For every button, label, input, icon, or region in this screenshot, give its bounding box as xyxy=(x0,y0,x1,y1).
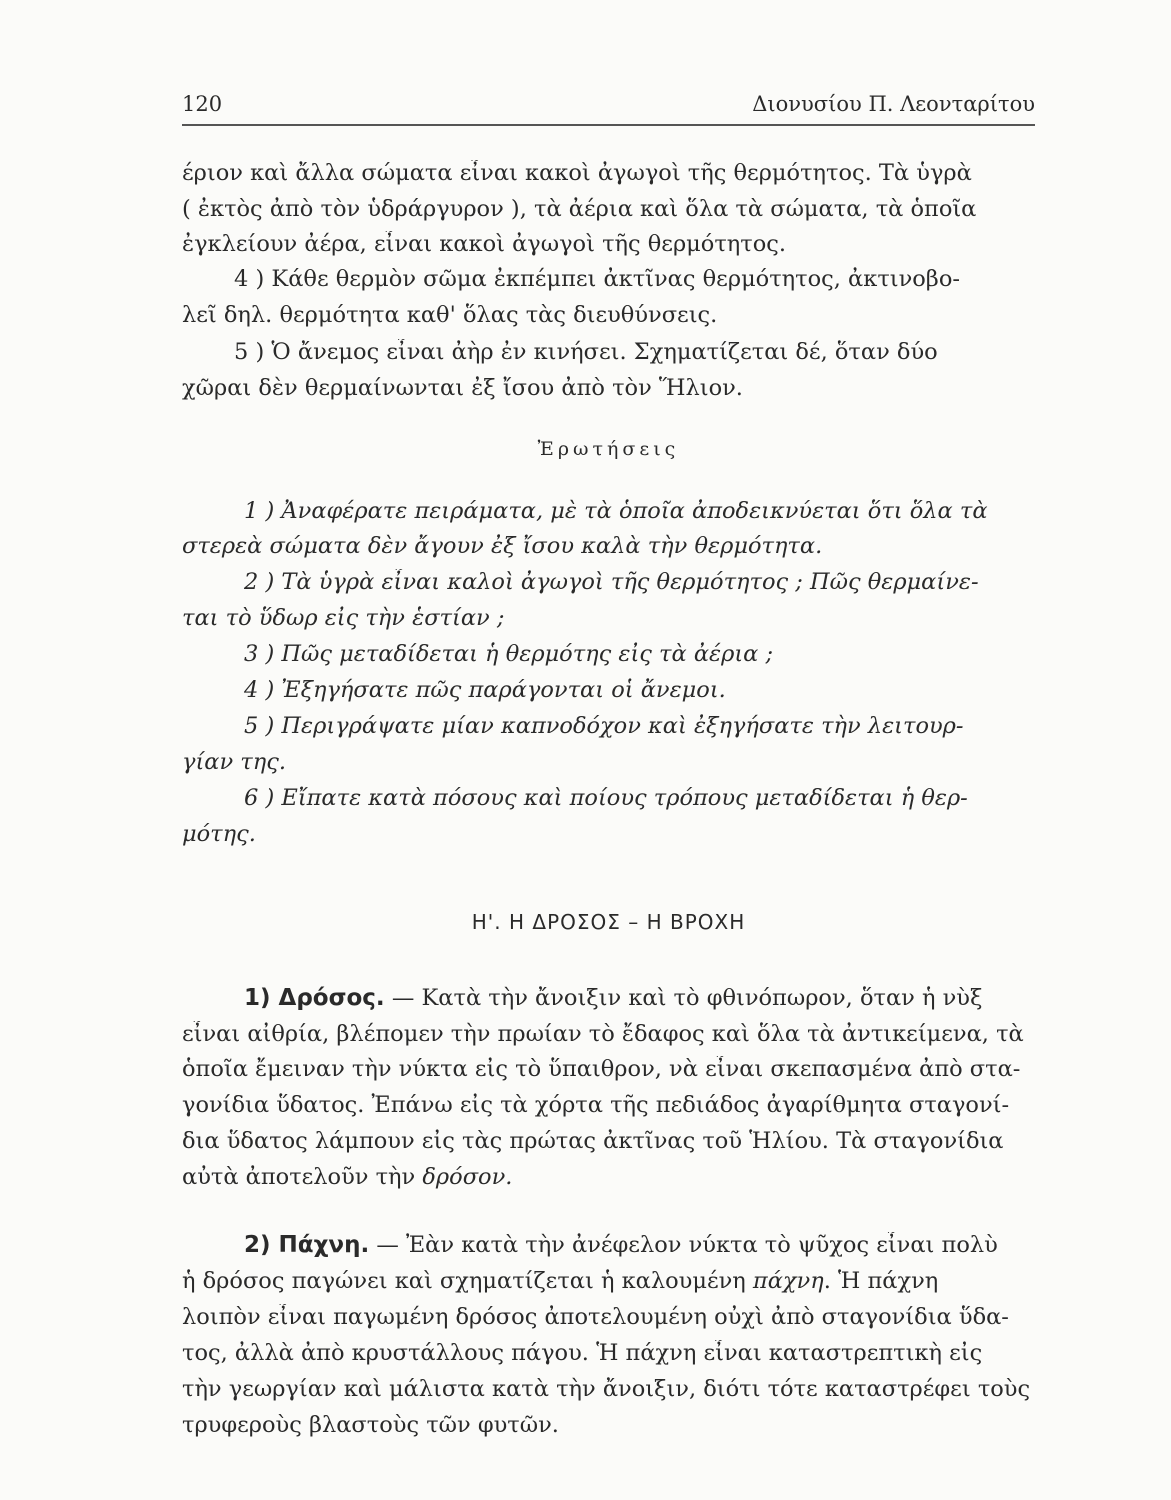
dew-text: — Κατὰ τὴν ἄνοιξιν καὶ τὸ φθινόπωρον, ὅταν ἡ νὺξ xyxy=(384,985,983,1011)
dew-text: αὐτὰ ἀποτελοῦν τὴν xyxy=(182,1164,423,1190)
frost-label: 2) Πάχνη. xyxy=(244,1232,370,1258)
dew-first-line xyxy=(182,985,1035,1011)
frost-text: . Ἡ πάχνη xyxy=(823,1268,939,1294)
question-line: 6 ) Εἴπατε κατὰ πόσους καὶ ποίους τρόπους μεταδίδεται ἡ θερ- xyxy=(244,785,968,811)
text-line: ἐγκλείουν ἀέρα, εἶναι κακοὶ ἀγωγοὶ τῆς θερμότητος. xyxy=(182,231,787,257)
question-line: στερεὰ σώματα δὲν ἄγουν ἐξ ἴσου καλὰ τὴν θερμότητα. xyxy=(182,533,823,559)
text-line: 5 ) Ὁ ἄνεμος εἶναι ἀὴρ ἐν κινήσει. Σχηματίζεται δέ, ὅταν δύο xyxy=(234,339,938,365)
running-head-author: Διονυσίου Π. Λεονταρίτου xyxy=(752,92,1035,116)
dew-term: δρόσον. xyxy=(422,1164,513,1190)
question-line: 4 ) Ἐξηγήσατε πῶς παράγονται οἱ ἄνεμοι. xyxy=(244,677,726,703)
text-line: λεῖ δηλ. θερμότητα καθ' ὅλας τὰς διευθύνσεις. xyxy=(182,302,718,328)
text-line: γονίδια ὕδατος. Ἐπάνω εἰς τὰ χόρτα τῆς πεδιάδος ἀγαρίθμητα σταγονί- xyxy=(182,1092,1010,1118)
text-line: χῶραι δὲν θερμαίνωνται ἐξ ἴσου ἀπὸ τὸν Ἥλιον. xyxy=(182,375,743,401)
page-number: 120 xyxy=(182,92,223,116)
text-line: 4 ) Κάθε θερμὸν σῶμα ἐκπέμπει ἀκτῖνας θερμότητος, ἀκτινοβο- xyxy=(234,266,960,292)
question-line: 2 ) Τὰ ὑγρὰ εἶναι καλοὶ ἀγωγοὶ τῆς θερμότητος ; Πῶς θερμαίνε- xyxy=(244,569,979,595)
text-line: τρυφεροὺς βλαστοὺς τῶν φυτῶν. xyxy=(182,1412,559,1438)
question-line: μότης. xyxy=(182,821,256,847)
question-line: γίαν της. xyxy=(182,749,286,775)
frost-second-line xyxy=(182,1268,1035,1294)
question-line: 3 ) Πῶς μεταδίδεται ἡ θερμότης εἰς τὰ ἀέρια ; xyxy=(244,641,774,667)
text-line: ὁποῖα ἔμειναν τὴν νύκτα εἰς τὸ ὕπαιθρον, νὰ εἶναι σκεπασμένα ἀπὸ στα- xyxy=(182,1056,1021,1082)
dew-label: 1) Δρόσος. xyxy=(244,985,385,1011)
text-line: εἶναι αἰθρία, βλέπομεν τὴν πρωίαν τὸ ἔδαφος καὶ ὅλα τὰ ἀντικείμενα, τὰ xyxy=(182,1021,1024,1047)
question-line: 5 ) Περιγράψατε μίαν καπνοδόχον καὶ ἐξηγήσατε τὴν λειτουρ- xyxy=(244,713,964,739)
text-line: τος, ἀλλὰ ἀπὸ κρυστάλλους πάγου. Ἡ πάχνη εἶναι καταστρεπτικὴ εἰς xyxy=(182,1340,983,1366)
frost-term: πάχνη xyxy=(752,1268,824,1294)
question-line: ται τὸ ὕδωρ εἰς τὴν ἑστίαν ; xyxy=(182,605,505,631)
text-line: τὴν γεωργίαν καὶ μάλιστα κατὰ τὴν ἄνοιξιν, διότι τότε καταστρέφει τοὺς xyxy=(182,1376,1031,1402)
frost-text: — Ἐὰν κατὰ τὴν ἀνέφελον νύκτα τὸ ψῦχος εἶναι πολὺ xyxy=(369,1232,998,1258)
text-line: δια ὕδατος λάμπουν εἰς τὰς πρώτας ἀκτῖνας τοῦ Ἡλίου. Τὰ σταγονίδια xyxy=(182,1128,1004,1154)
frost-text: ἡ δρόσος παγώνει καὶ σχηματίζεται ἡ καλουμένη xyxy=(182,1268,753,1294)
text-line: έριον καὶ ἄλλα σώματα εἶναι κακοὶ ἀγωγοὶ τῆς θερμότητος. Τὰ ὑγρὰ xyxy=(182,160,972,186)
question-line: 1 ) Ἀναφέρατε πειράματα, μὲ τὰ ὁποῖα ἀποδεικνύεται ὅτι ὅλα τὰ xyxy=(244,498,988,524)
section-heading: Η'. Η ΔΡΟΣΟΣ – Η ΒΡΟΧΗ xyxy=(471,910,746,934)
frost-first-line xyxy=(182,1232,1035,1258)
text-line: λοιπὸν εἶναι παγωμένη δρόσος ἀποτελουμένη οὐχὶ ἀπὸ σταγονίδια ὕδα- xyxy=(182,1304,1009,1330)
questions-title: Ἐρωτήσεις xyxy=(537,438,680,460)
text-line: ( ἐκτὸς ἀπὸ τὸν ὑδράργυρον ), τὰ ἀέρια καὶ ὅλα τὰ σώματα, τὰ ὁποῖα xyxy=(182,196,977,222)
dew-last-line xyxy=(182,1164,1035,1190)
page-header xyxy=(182,82,1035,126)
